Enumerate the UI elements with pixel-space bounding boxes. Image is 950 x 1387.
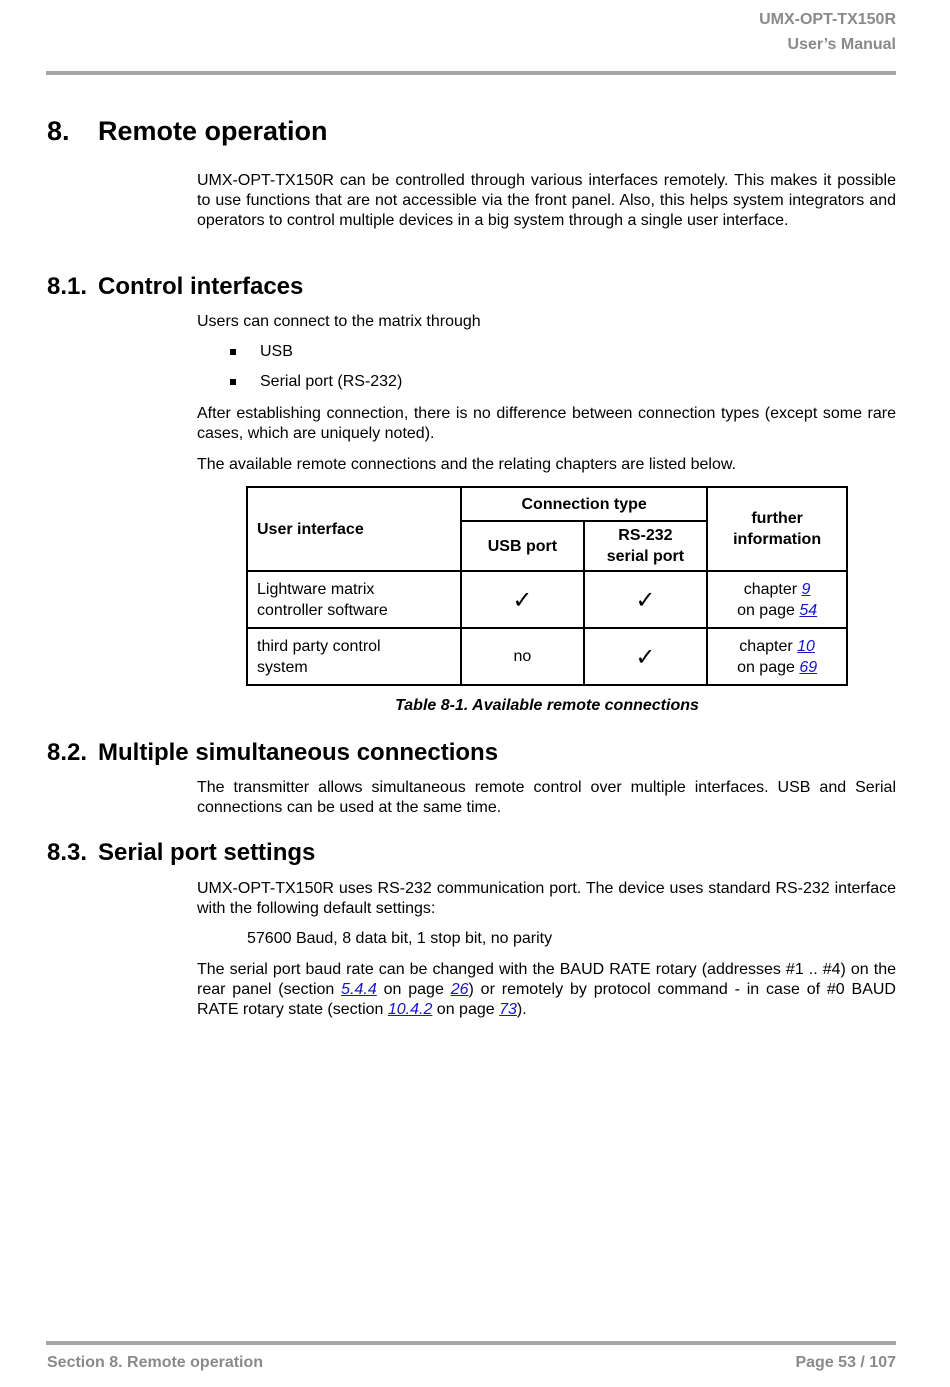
- section-8-3-text: UMX-OPT-TX150R uses RS-232 communication port. The device uses standard RS-232 interface with the following default settings:: [197, 880, 896, 917]
- section-8-2-text: The transmitter allows simultaneous remote control over multiple interfaces. USB and Serial connections can be used at the same time.: [197, 779, 896, 816]
- section-8-heading: [47, 116, 328, 147]
- section-8-3-baud-rate-text: The serial port baud rate can be changed with the BAUD RATE rotary (addresses #1 .. #4) on the rear panel (section 5.4.4 on page 26) or remotely by protocol command - in case of #0 BAUD RATE rotary state (section 10.4.2 on page 73).: [197, 961, 896, 1018]
- section-8-1-number: 8.1.: [47, 273, 88, 300]
- chapter-link[interactable]: 10: [797, 637, 815, 655]
- bullet-square-icon: [230, 379, 236, 385]
- page-link[interactable]: 69: [799, 658, 818, 676]
- section-8-title: Remote operation: [98, 116, 328, 146]
- chapter-link[interactable]: 9: [801, 580, 811, 598]
- row-interface-name: third party control system: [247, 628, 461, 685]
- page-link[interactable]: 26: [450, 981, 469, 998]
- page-link[interactable]: 54: [799, 601, 818, 619]
- bullet-square-icon: [230, 349, 236, 355]
- rs232-supported-checkmark-icon: ✓: [584, 628, 708, 685]
- section-link[interactable]: 5.4.4: [341, 981, 377, 998]
- header-user-interface: User interface: [247, 487, 461, 571]
- section-link[interactable]: 10.4.2: [387, 1001, 433, 1018]
- header-rs232-serial-port: RS-232 serial port: [584, 521, 708, 571]
- table-caption: Table 8-1. Available remote connections: [395, 697, 699, 714]
- rs232-supported-checkmark-icon: ✓: [584, 571, 708, 628]
- section-8-2-heading: [47, 739, 498, 767]
- remote-connections-table: [246, 486, 848, 686]
- header-further-information: further information: [707, 487, 847, 571]
- interface-list: [197, 342, 896, 402]
- section-8-3-title: Serial port settings: [98, 839, 316, 866]
- section-8-number: 8.: [47, 116, 70, 146]
- section-8-1-heading: [47, 273, 303, 301]
- header-connection-type: Connection type: [461, 487, 707, 521]
- list-item: Serial port (RS-232): [197, 372, 896, 402]
- row-interface-name: Lightware matrix controller software: [247, 571, 461, 628]
- table-row: [247, 571, 847, 628]
- section-8-1-lead: Users can connect to the matrix through: [197, 313, 481, 330]
- row-further-info: chapter 10 on page 69: [707, 628, 847, 685]
- section-8-2-number: 8.2.: [47, 739, 88, 766]
- usb-support-value: no: [461, 628, 584, 685]
- header-usb-port: USB port: [461, 521, 584, 571]
- section-8-1-after-bullets: After establishing connection, there is no difference between connection types (except some rare cases, which are uniquely noted).: [197, 405, 896, 442]
- footer-page-number: Page 53 / 107: [795, 1354, 896, 1371]
- header-rule: [46, 71, 896, 75]
- header-product: UMX-OPT-TX150R: [759, 11, 896, 28]
- page-link[interactable]: 73: [499, 1001, 517, 1018]
- section-8-2-title: Multiple simultaneous connections: [98, 739, 499, 766]
- section-8-1-title: Control interfaces: [98, 273, 304, 300]
- section-8-3-heading: [47, 839, 315, 867]
- section-8-3-number: 8.3.: [47, 839, 88, 866]
- section-8-1-table-intro: The available remote connections and the relating chapters are listed below.: [197, 456, 736, 473]
- table-row: [247, 628, 847, 685]
- section-8-intro: UMX-OPT-TX150R can be controlled through various interfaces remotely. This makes it possible to use functions that are not accessible via the front panel. Also, this helps system integrators and operators to control multiple devices in a big system through a single user interface.: [197, 172, 896, 229]
- header-doc-type: User’s Manual: [787, 36, 896, 53]
- footer-rule: [46, 1341, 896, 1345]
- footer-section: Section 8. Remote operation: [47, 1354, 264, 1371]
- list-item: USB: [197, 342, 896, 372]
- row-further-info: chapter 9 on page 54: [707, 571, 847, 628]
- serial-default-settings: 57600 Baud, 8 data bit, 1 stop bit, no parity: [247, 930, 553, 947]
- usb-supported-checkmark-icon: ✓: [461, 571, 584, 628]
